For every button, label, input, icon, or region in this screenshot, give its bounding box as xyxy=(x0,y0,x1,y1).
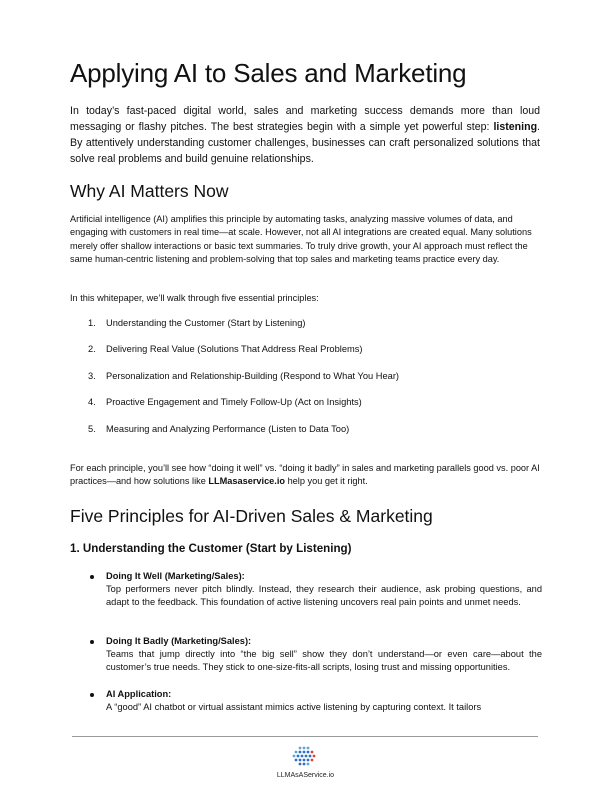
principle-text: Delivering Real Value (Solutions That Address Real Problems) xyxy=(106,344,363,354)
logo-dot xyxy=(293,755,296,758)
footer-brand: LLMAsAService.io xyxy=(276,772,335,779)
principle-item xyxy=(88,424,349,434)
logo-dot xyxy=(307,763,310,766)
logo-dot xyxy=(299,747,302,750)
principle-item xyxy=(88,397,362,407)
logo-dot xyxy=(311,759,314,762)
principle-item xyxy=(88,318,305,328)
bullet-lead: Doing It Well (Marketing/Sales): xyxy=(106,571,245,581)
principle-number: 5. xyxy=(88,424,96,434)
logo-dot xyxy=(301,755,304,758)
principle-number: 1. xyxy=(88,318,96,328)
principle-number: 2. xyxy=(88,344,96,354)
intro-text-end: . By attentively understanding customer challenges, businesses can craft personalized solutions that solve real problems and build genuine relationships. xyxy=(70,121,540,165)
closing-text-start: For each principle, you’ll see how “doing it well” vs. “doing it badly” in sales and marketing parallels good vs. poor AI practices—and how solutions like xyxy=(70,463,540,487)
logo-dot xyxy=(303,763,306,766)
brand-mention: LLMasaservice.io xyxy=(208,476,286,487)
logo-dot xyxy=(303,747,306,750)
bullet-lead: AI Application: xyxy=(106,689,172,699)
principle-text: Measuring and Analyzing Performance (Listen to Data Too) xyxy=(106,424,350,434)
logo-dot xyxy=(307,759,310,762)
logo-dot xyxy=(305,755,308,758)
principle-text: Understanding the Customer (Start by Listening) xyxy=(106,318,306,328)
logo-dot xyxy=(311,751,314,754)
document-title: Applying AI to Sales and Marketing xyxy=(70,58,467,88)
logo-dot xyxy=(309,755,312,758)
bullet-lead: Doing It Badly (Marketing/Sales): xyxy=(106,636,252,646)
logo-dot xyxy=(295,759,298,762)
principle-item xyxy=(88,344,362,354)
intro-emphasis: listening xyxy=(493,121,538,133)
bullet-ai-application xyxy=(90,688,542,714)
section-heading-why-ai: Why AI Matters Now xyxy=(70,181,229,201)
logo-dot xyxy=(299,759,302,762)
principle-text: Personalization and Relationship-Building (Respond to What You Hear) xyxy=(106,371,400,381)
logo-dot xyxy=(299,763,302,766)
logo-dot xyxy=(313,755,316,758)
footer-divider xyxy=(72,736,538,737)
bullet-doing-it-badly xyxy=(90,635,542,675)
principle-number: 4. xyxy=(88,397,96,407)
why-ai-paragraph: Artificial intelligence (AI) amplifies this principle by automating tasks, analyzing massive volumes of data, and engaging with customers in real time—at scale. However, not all AI integrations are created equal. Many solutions merely offer shallow interactions or basic text summaries. To truly drive growth, your AI approach must reflect the same human-centric listening and problem-solving that top sales and marketing teams practice every day. xyxy=(70,214,532,265)
bullet-dot-icon xyxy=(90,575,94,579)
bullet-dot-icon xyxy=(90,693,94,697)
logo-dot xyxy=(303,751,306,754)
bullet-dot-icon xyxy=(90,640,94,644)
principle-subheading: 1. Understanding the Customer (Start by Listening) xyxy=(70,542,352,555)
logo-dot xyxy=(307,751,310,754)
principle-item xyxy=(88,371,399,381)
logo-dot xyxy=(307,747,310,750)
llmasaservice-logo-icon xyxy=(290,745,318,767)
logo-dot xyxy=(295,751,298,754)
bullet-text: Top performers never pitch blindly. Instead, they research their audience, ask probing questions, and adapt to the feedback. This foundation of active listening uncovers real pain points and unmet needs. xyxy=(106,584,542,608)
intro-paragraph xyxy=(70,103,540,167)
section-heading-five-principles: Five Principles for AI-Driven Sales & Marketing xyxy=(70,506,433,526)
bullet-doing-it-well xyxy=(90,570,542,610)
bullet-text: A “good” AI chatbot or virtual assistant mimics active listening by capturing context. It tailors xyxy=(106,702,482,713)
principles-lead-in: In this whitepaper, we’ll walk through five essential principles: xyxy=(70,293,319,303)
principle-number: 3. xyxy=(88,371,96,381)
logo-dot xyxy=(303,759,306,762)
intro-text-start: In today’s fast-paced digital world, sales and marketing success demands more than loud messaging or flashy pitches. The best strategies begin with a simple yet powerful step: xyxy=(70,105,540,133)
logo-dot xyxy=(297,755,300,758)
principles-closing xyxy=(70,462,540,489)
principle-text: Proactive Engagement and Timely Follow-Up (Act on Insights) xyxy=(106,397,362,407)
bullet-text: Teams that jump directly into “the big sell” show they don’t understand—or even care—about the customer’s true needs. They stick to one-size-fits-all scripts, losing trust and missing opportunities. xyxy=(106,649,542,673)
logo-dot xyxy=(299,751,302,754)
closing-text-end: help you get it right. xyxy=(285,476,368,487)
